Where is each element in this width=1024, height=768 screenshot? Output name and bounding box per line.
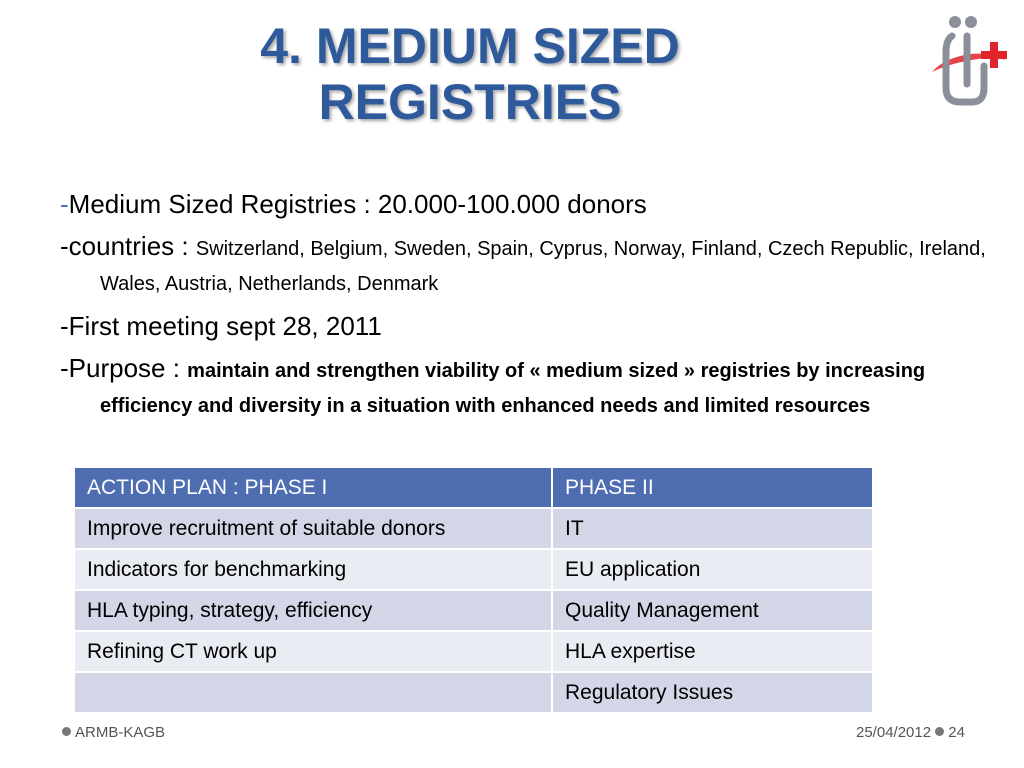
table-cell: Indicators for benchmarking — [74, 549, 552, 590]
footer-org: ARMB-KAGB — [75, 724, 166, 741]
table-row — [74, 549, 873, 590]
bullet-detail: Switzerland, Belgium, Sweden, Spain, Cyprus, Norway, Finland, Czech Republic, Ireland, Wales, Austria, Netherlands, Denmark — [100, 238, 986, 295]
page-number: 24 — [948, 724, 965, 741]
table-cell — [74, 672, 552, 713]
table-row — [74, 508, 873, 549]
footer-right — [856, 724, 965, 741]
bullet-dash: - — [60, 189, 69, 219]
bullet-detail: maintain and strengthen viability of « medium sized » registries by increasing efficiency and diversity in a situation with enhanced needs and limited resources — [100, 360, 926, 417]
bullet-registry-size — [60, 188, 1010, 220]
bullet-dot-icon — [935, 727, 944, 736]
table-cell: Refining CT work up — [74, 631, 552, 672]
table-header-phase-2: PHASE II — [552, 467, 873, 508]
footer-date: 25/04/2012 — [856, 724, 932, 741]
bullet-text: -First meeting sept 28, 2011 — [60, 311, 382, 341]
table-cell: HLA typing, strategy, efficiency — [74, 590, 552, 631]
bullet-lead: -Purpose : — [60, 353, 188, 383]
table-header-row — [74, 467, 873, 508]
table-cell: Regulatory Issues — [552, 672, 873, 713]
action-plan-table — [73, 466, 874, 714]
bullet-first-meeting — [60, 310, 1010, 342]
bullet-list — [60, 188, 1010, 432]
table-cell: Quality Management — [552, 590, 873, 631]
table-cell: HLA expertise — [552, 631, 873, 672]
table-row — [74, 631, 873, 672]
bullet-lead: -countries : — [60, 231, 196, 261]
table-cell: EU application — [552, 549, 873, 590]
table-header-phase-1: ACTION PLAN : PHASE I — [74, 467, 552, 508]
bullet-countries — [60, 230, 1010, 300]
slide-title: 4. MEDIUM SIZED REGISTRIES — [260, 18, 680, 130]
bullet-purpose — [60, 352, 1010, 422]
table-cell: IT — [552, 508, 873, 549]
registry-logo-icon — [922, 10, 1018, 110]
footer-left — [62, 724, 165, 741]
bullet-dot-icon — [62, 727, 71, 736]
table-cell: Improve recruitment of suitable donors — [74, 508, 552, 549]
table-row — [74, 672, 873, 713]
table-row — [74, 590, 873, 631]
bullet-text: Medium Sized Registries : 20.000-100.000 donors — [68, 189, 647, 219]
